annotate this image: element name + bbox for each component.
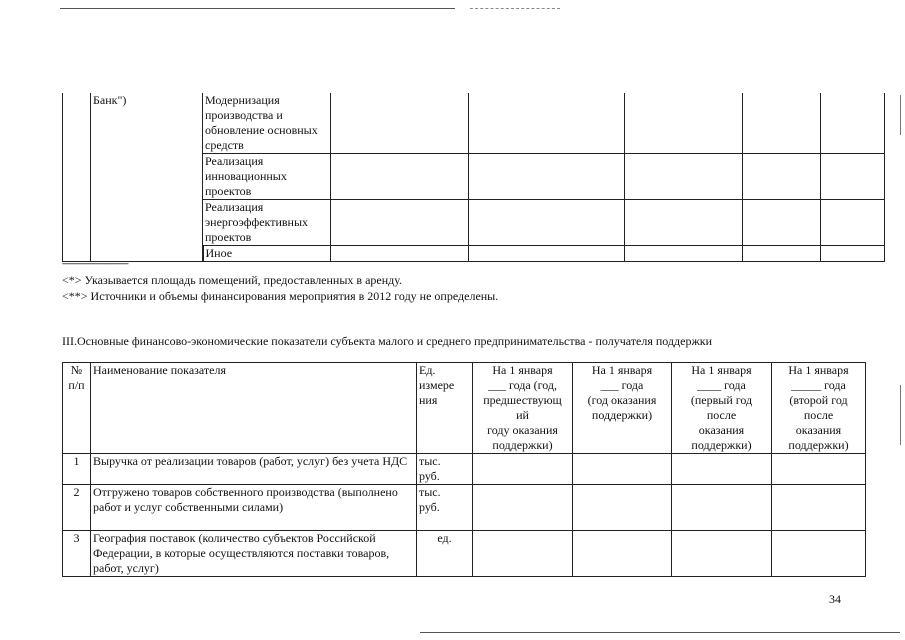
row-name: Отгружено товаров собственного производства (выполнено работ и услуг собственными силами) (91, 485, 417, 531)
table-cell (772, 531, 866, 577)
table-cell (625, 246, 743, 262)
right-edge-mark (900, 385, 901, 445)
table-cell (625, 200, 743, 246)
row-name: География поставок (количество субъектов Российской Федерации, в которые осуществляются поставки товаров, работ, услуг) (91, 531, 417, 577)
page-number: 34 (829, 592, 841, 606)
table-cell (573, 485, 672, 531)
org-cell (91, 154, 203, 200)
table-cell (625, 93, 743, 154)
footnote-2: <**> Источники и объемы финансирования мероприятия в 2012 году не определены. (62, 289, 499, 303)
table-row (63, 200, 885, 246)
table-cell (743, 200, 821, 246)
org-cell: Банк") (91, 93, 203, 154)
table-cell (743, 93, 821, 154)
table-cell (573, 454, 672, 485)
table-row (63, 485, 866, 531)
section-title: III.Основные финансово-экономические показатели субъекта малого и среднего предпринимательства - получателя поддержки (62, 334, 712, 348)
row-num: 2 (63, 485, 91, 531)
table-cell (821, 246, 885, 262)
footnote-1: <*> Указывается площадь помещений, предоставленных в аренду. (62, 273, 403, 287)
org-cell (91, 200, 203, 246)
table-cell (772, 454, 866, 485)
bottom-scan-rule (420, 632, 900, 633)
table-cell (473, 485, 573, 531)
header-num: № п/п (63, 363, 91, 454)
table-cell (625, 154, 743, 200)
table-cell (672, 531, 772, 577)
row-unit: ед. (417, 531, 473, 577)
direction-cell: Иное (203, 246, 331, 262)
table-cell (672, 485, 772, 531)
table-cell (63, 154, 91, 200)
header-col-2: На 1 января ___ года (год оказания поддержки) (573, 363, 672, 454)
table-row (63, 246, 885, 262)
table-cell (573, 531, 672, 577)
header-col-3: На 1 января ____ года (первый год после оказания поддержки) (672, 363, 772, 454)
table-row (63, 454, 866, 485)
header-name: Наименование показателя (91, 363, 417, 454)
continuation-table (62, 93, 885, 262)
header-unit: Ед. измере ния (417, 363, 473, 454)
table-row (63, 93, 885, 154)
table-cell (821, 200, 885, 246)
table-cell (821, 154, 885, 200)
table-row (63, 531, 866, 577)
indicators-table (62, 362, 866, 577)
header-col-1: На 1 января ___ года (год, предшествующ ий году оказания поддержки) (473, 363, 573, 454)
table-cell (331, 246, 469, 262)
table-cell (63, 200, 91, 246)
table-cell (473, 531, 573, 577)
direction-cell: Реализация инновационных проектов (203, 154, 331, 200)
footnote-separator: --------------------------------- (62, 258, 128, 268)
table-cell (743, 246, 821, 262)
table-cell (469, 93, 625, 154)
table-cell (821, 93, 885, 154)
row-unit: тыс. руб. (417, 485, 473, 531)
table-cell (743, 154, 821, 200)
table-cell (672, 454, 772, 485)
table-cell (469, 154, 625, 200)
table-cell (772, 485, 866, 531)
table-cell (469, 246, 625, 262)
row-name: Выручка от реализации товаров (работ, услуг) без учета НДС (91, 454, 417, 485)
right-edge-mark (900, 95, 901, 135)
table-cell (469, 200, 625, 246)
table-cell (63, 93, 91, 154)
row-num: 1 (63, 454, 91, 485)
table-row (63, 154, 885, 200)
row-num: 3 (63, 531, 91, 577)
direction-cell: Реализация энергоэффективных проектов (203, 200, 331, 246)
header-col-4: На 1 января _____ года (второй год после оказания поддержки) (772, 363, 866, 454)
top-scan-rule-dashed (470, 8, 560, 9)
direction-cell: Модернизация производства и обновление основных средств (203, 93, 331, 154)
top-scan-rule (60, 8, 455, 9)
table-cell (331, 93, 469, 154)
table-cell (473, 454, 573, 485)
table-header-row (63, 363, 866, 454)
row-unit: тыс. руб. (417, 454, 473, 485)
table-cell (331, 154, 469, 200)
table-cell (331, 200, 469, 246)
